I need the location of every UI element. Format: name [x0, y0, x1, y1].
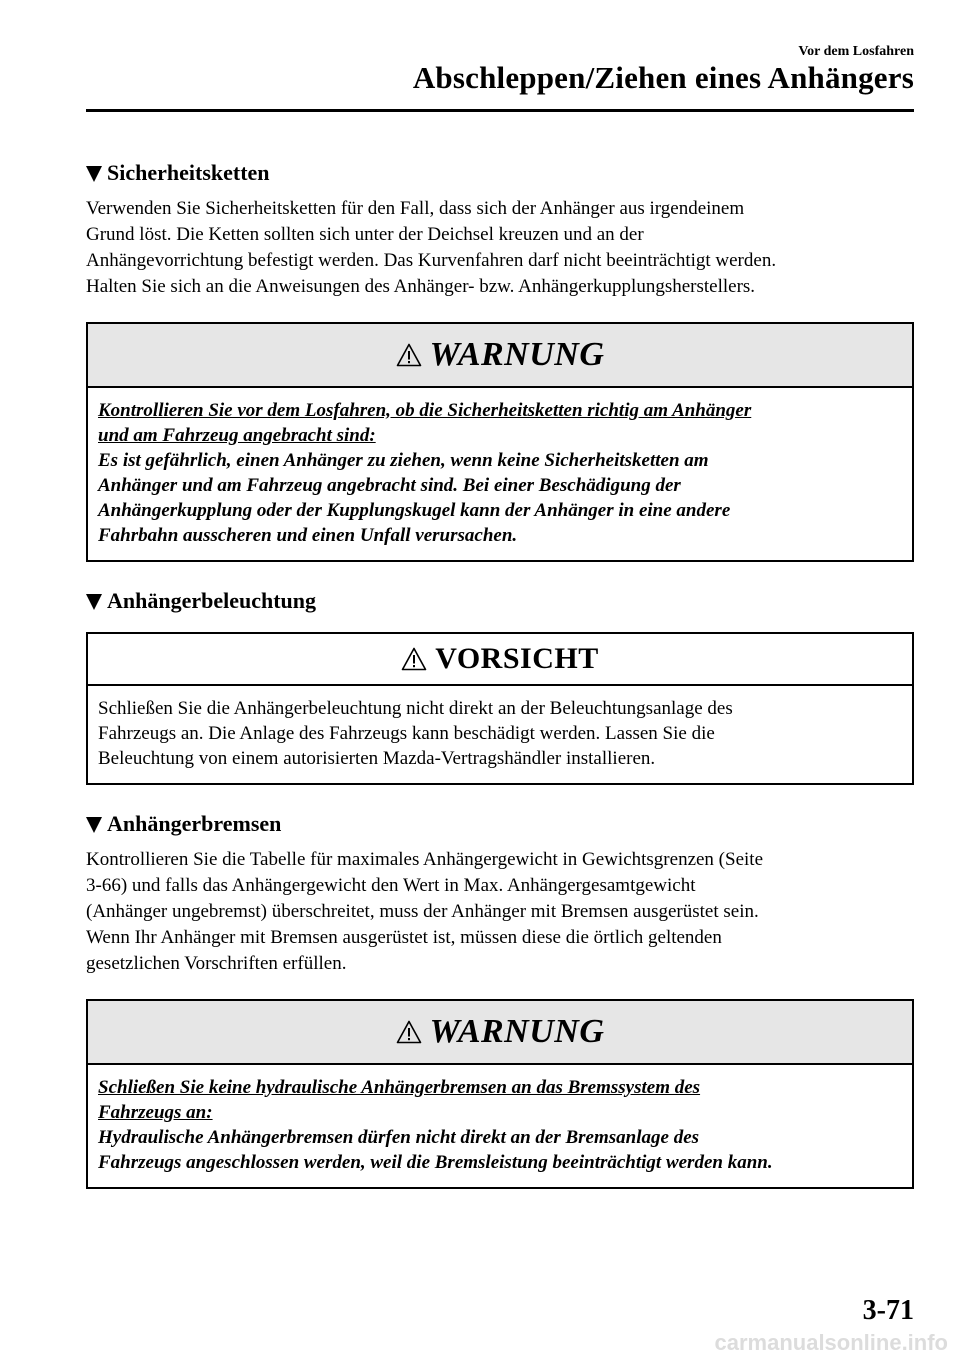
warning-triangle-icon [396, 1020, 422, 1044]
paragraph-line: Anhängevorrichtung befestigt werden. Das Kurvenfahren darf nicht beeinträchtigt werden. [86, 250, 777, 271]
warning-headline-line: Kontrollieren Sie vor dem Losfahren, ob die Sicherheitsketten richtig am Anhänger [98, 400, 752, 421]
paragraph-line: Kontrollieren Sie die Tabelle für maximales Anhängergewicht in Gewichtsgrenzen (Seite [86, 849, 764, 870]
caution-box [86, 632, 914, 785]
warning-box-body [88, 1065, 912, 1187]
section-heading-text: Anhängerbeleuchtung [107, 588, 317, 613]
header-rule [86, 109, 914, 112]
warning-box [86, 999, 914, 1189]
paragraph-line: (Anhänger ungebremst) überschreitet, muss der Anhänger mit Bremsen ausgerüstet sein. [86, 901, 759, 922]
warning-triangle-icon [401, 647, 427, 671]
page-content [86, 158, 914, 1189]
caution-box-body [88, 686, 912, 783]
section-heading-text: Sicherheitsketten [107, 160, 270, 185]
warning-text-line: Es ist gefährlich, einen Anhänger zu ziehen, wenn keine Sicherheitsketten am [98, 450, 709, 471]
paragraph-line: Halten Sie sich an die Anweisungen des Anhänger- bzw. Anhängerkupplungsherstellers. [86, 276, 756, 297]
caution-text-line: Beleuchtung von einem autorisierten Mazda-Vertragshändler installieren. [98, 748, 656, 769]
section-heading [86, 809, 914, 839]
section-sicherheitsketten [86, 158, 914, 562]
section-paragraph [86, 196, 914, 300]
caution-text-line: Fahrzeugs an. Die Anlage des Fahrzeugs kann beschädigt werden. Lassen Sie die [98, 723, 715, 744]
warning-text-line: Hydraulische Anhängerbremsen dürfen nicht direkt an der Bremsanlage des [98, 1127, 700, 1148]
warning-box-header [88, 324, 912, 388]
warning-text-line: Fahrzeugs angeschlossen werden, weil die Bremsleistung beeinträchtigt werden kann. [98, 1152, 773, 1173]
triangle-down-icon [86, 817, 102, 833]
warning-text-line: Anhänger und am Fahrzeug angebracht sind. Bei einer Beschädigung der [98, 475, 681, 496]
paragraph-line: 3-66) und falls das Anhängergewicht den Wert in Max. Anhängergesamtgewicht [86, 875, 696, 896]
paragraph-line: Verwenden Sie Sicherheitsketten für den Fall, dass sich der Anhänger aus irgendeinem [86, 198, 745, 219]
paragraph-line: Wenn Ihr Anhänger mit Bremsen ausgerüstet ist, müssen diese die örtlich geltenden [86, 927, 722, 948]
warning-box-body [88, 388, 912, 560]
caution-box-header [88, 634, 912, 686]
warning-label: WARNUNG [429, 1013, 605, 1050]
warning-headline-line: und am Fahrzeug angebracht sind: [98, 425, 376, 446]
paragraph-line: gesetzlichen Vorschriften erfüllen. [86, 953, 347, 974]
warning-text-line: Fahrbahn ausscheren und einen Unfall verursachen. [98, 525, 518, 546]
warning-text-line: Anhängerkupplung oder der Kupplungskugel kann der Anhänger in eine andere [98, 500, 731, 521]
triangle-down-icon [86, 166, 102, 182]
warning-headline-line: Schließen Sie keine hydraulische Anhängerbremsen an das Bremssystem des [98, 1077, 701, 1098]
section-anhaengerbremsen [86, 809, 914, 1189]
page-title: Abschleppen/Ziehen eines Anhängers [412, 60, 914, 95]
caution-text-line: Schließen Sie die Anhängerbeleuchtung nicht direkt an der Beleuchtungsanlage des [98, 698, 733, 719]
section-heading [86, 158, 914, 188]
running-header-chapter: Vor dem Losfahren [798, 44, 914, 59]
paragraph-line: Grund löst. Die Ketten sollten sich unter der Deichsel kreuzen und an der [86, 224, 644, 245]
section-heading [86, 586, 914, 616]
warning-headline-line: Fahrzeugs an: [98, 1102, 213, 1123]
page-number: 3-71 [862, 1295, 914, 1326]
watermark: carmanualsonline.info [714, 1330, 948, 1355]
section-paragraph [86, 847, 914, 977]
warning-label: WARNUNG [429, 336, 605, 373]
section-anhaengerbeleuchtung [86, 586, 914, 785]
warning-box-header [88, 1001, 912, 1065]
warning-box [86, 322, 914, 562]
caution-label: VORSICHT [435, 642, 599, 675]
warning-triangle-icon [396, 343, 422, 367]
triangle-down-icon [86, 594, 102, 610]
section-heading-text: Anhängerbremsen [107, 811, 282, 836]
